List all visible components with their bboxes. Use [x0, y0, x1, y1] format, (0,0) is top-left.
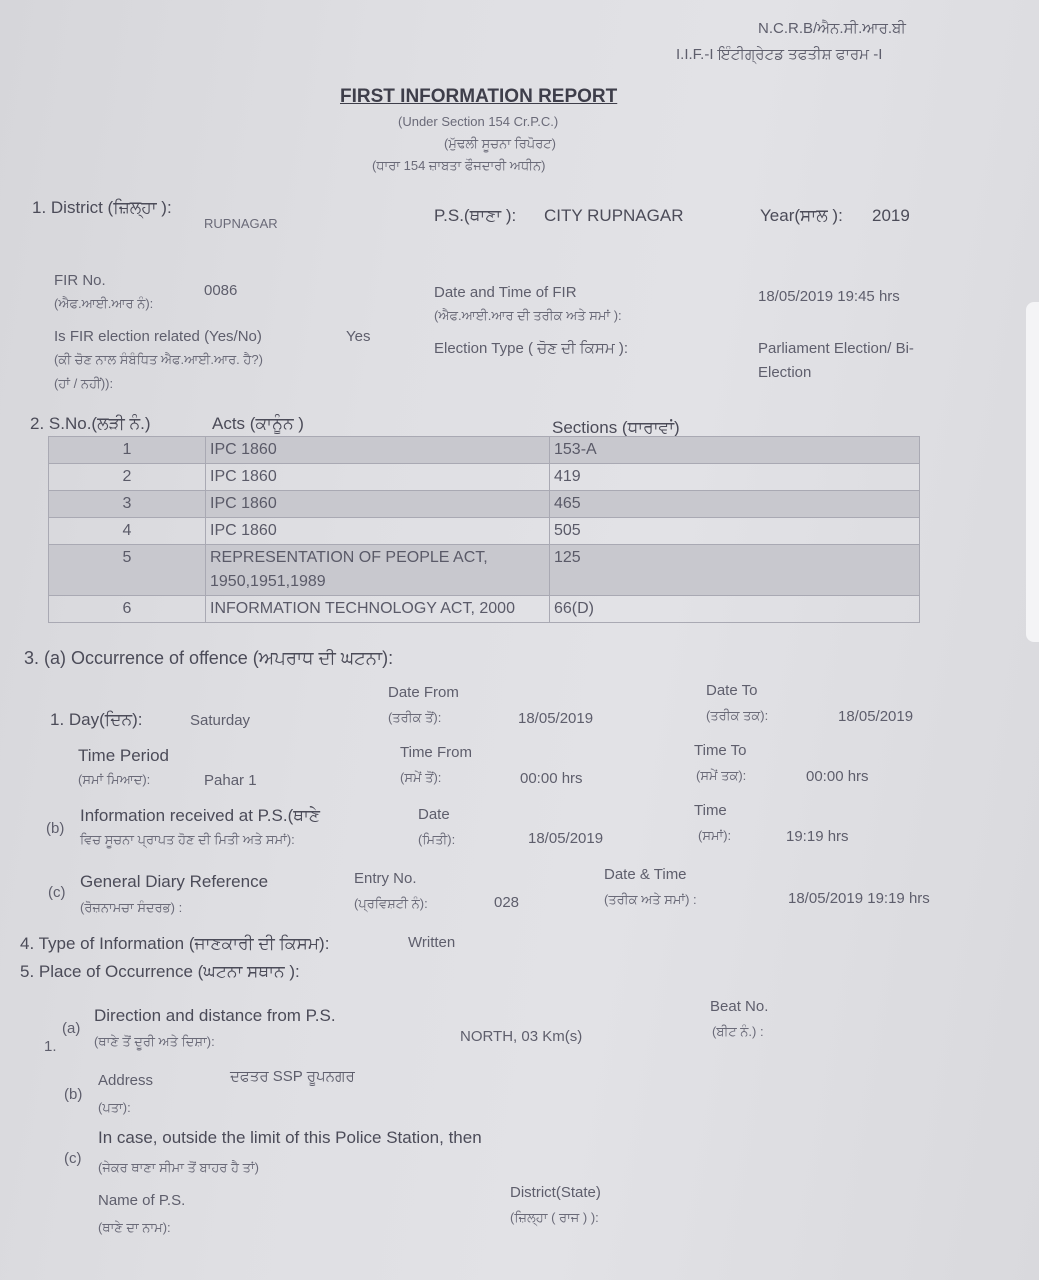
date-from-value: 18/05/2019 — [518, 710, 594, 727]
election-related-label-punjabi-2: (ਹਾਂ / ਨਹੀਂ)): — [54, 376, 114, 391]
acts-cell-act: IPC 1860 — [206, 437, 550, 464]
subtitle-punjabi: (ਮੁੱਢਲੀ ਸੂਚਨਾ ਰਿਪੋਰਟ) — [444, 136, 556, 151]
direction-label-punjabi: (ਥਾਣੇ ਤੋਂ ਦੂਰੀ ਅਤੇ ਦਿਸ਼ਾ): — [94, 1034, 215, 1049]
time-period-label-punjabi: (ਸਮਾਂ ਮਿਆਦ): — [78, 772, 151, 787]
time-from-label: Time From — [400, 744, 472, 761]
acts-cell-section: 66(D) — [550, 596, 920, 623]
table-row — [49, 518, 920, 545]
info-date-label: Date — [418, 806, 450, 823]
acts-cell-section: 125 — [550, 545, 920, 596]
table-row — [49, 596, 920, 623]
district-state-label: District(State) — [510, 1184, 601, 1201]
acts-cell-sno: 5 — [49, 545, 206, 596]
address-label-punjabi: (ਪਤਾ): — [98, 1100, 131, 1115]
type-of-information-value: Written — [408, 934, 456, 951]
ps-value: CITY RUPNAGAR — [544, 206, 684, 225]
acts-cell-act: IPC 1860 — [206, 518, 550, 545]
election-type-label: Election Type ( ਚੋਣ ਦੀ ਕਿਸਮ ): — [434, 340, 629, 357]
info-received-marker: (b) — [46, 820, 65, 837]
info-date-value: 18/05/2019 — [528, 830, 604, 847]
place-item-number: 1. — [44, 1038, 57, 1055]
iif-label: I.I.F.-I ਇੰਟੀਗ੍ਰੇਟਡ ਤਫਤੀਸ਼ ਫਾਰਮ -I — [676, 46, 883, 63]
acts-cell-act: INFORMATION TECHNOLOGY ACT, 2000 — [206, 596, 550, 623]
beat-no-label-punjabi: (ਬੀਟ ਨੰ.) : — [712, 1024, 764, 1039]
gd-datetime-value: 18/05/2019 19:19 hrs — [788, 890, 930, 907]
table-row — [49, 491, 920, 518]
acts-header-acts: Acts (ਕਾਨੂੰਨ ) — [212, 414, 304, 433]
date-to-label: Date To — [706, 682, 758, 699]
occurrence-heading: 3. (a) Occurrence of offence (ਅਪਰਾਧ ਦੀ ਘਟਨਾ): — [24, 648, 394, 668]
info-date-label-punjabi: (ਮਿਤੀ): — [418, 832, 456, 847]
direction-marker: (a) — [62, 1020, 81, 1037]
entry-no-label: Entry No. — [354, 870, 417, 887]
beat-no-label: Beat No. — [710, 998, 769, 1015]
acts-header-sno: 2. S.No.(ਲੜੀ ਨੰ.) — [30, 414, 151, 433]
ps-name-label-punjabi: (ਥਾਣੇ ਦਾ ਨਾਮ): — [98, 1220, 171, 1235]
acts-header-sections: Sections (ਧਾਰਾਵਾਂ) — [552, 418, 680, 437]
time-to-label: Time To — [694, 742, 747, 759]
info-time-label: Time — [694, 802, 727, 819]
date-to-label-punjabi: (ਤਰੀਕ ਤਕ): — [706, 708, 769, 723]
election-type-value: Parliament Election/ Bi- — [758, 340, 914, 357]
election-related-label: Is FIR election related (Yes/No) — [54, 328, 262, 345]
table-row — [49, 464, 920, 491]
subtitle-section: (Under Section 154 Cr.P.C.) — [398, 114, 559, 129]
time-period-label: Time Period — [78, 746, 170, 765]
district-label: 1. District (ਜ਼ਿਲ੍ਹਾ ): — [32, 198, 172, 217]
subtitle-punjabi-section: (ਧਾਰਾ 154 ਜ਼ਾਬਤਾ ਫੌਜਦਾਰੀ ਅਧੀਨ) — [372, 158, 546, 173]
table-row — [49, 437, 920, 464]
acts-cell-act: REPRESENTATION OF PEOPLE ACT, 1950,1951,1989 — [206, 545, 550, 596]
outside-label-punjabi: (ਜੇਕਰ ਥਾਣਾ ਸੀਮਾ ਤੋਂ ਬਾਹਰ ਹੈ ਤਾਂ) — [98, 1160, 259, 1175]
acts-cell-section: 505 — [550, 518, 920, 545]
ps-label: P.S.(ਥਾਣਾ ): — [434, 206, 517, 225]
side-panel-handle[interactable] — [1026, 302, 1039, 642]
direction-value: NORTH, 03 Km(s) — [460, 1028, 583, 1045]
date-from-label: Date From — [388, 684, 459, 701]
time-from-label-punjabi: (ਸਮੇਂ ਤੋਂ): — [400, 770, 442, 785]
fir-no-label: FIR No. — [54, 272, 106, 289]
election-type-value-2: Election — [758, 364, 812, 381]
acts-cell-act: IPC 1860 — [206, 464, 550, 491]
acts-cell-sno: 1 — [49, 437, 206, 464]
election-related-value: Yes — [346, 328, 371, 345]
table-row — [49, 545, 920, 596]
district-state-label-punjabi: (ਜ਼ਿਲ੍ਹਾ ( ਰਾਜ ) ): — [510, 1210, 599, 1225]
day-label: 1. Day(ਦਿਨ): — [50, 710, 143, 729]
info-time-label-punjabi: (ਸਮਾਂ): — [698, 828, 732, 843]
acts-cell-section: 465 — [550, 491, 920, 518]
direction-label: Direction and distance from P.S. — [94, 1006, 336, 1025]
day-value: Saturday — [190, 712, 251, 729]
address-value: ਦਫਤਰ SSP ਰੂਪਨਗਰ — [230, 1068, 355, 1085]
gd-label: General Diary Reference — [80, 872, 269, 891]
time-to-label-punjabi: (ਸਮੇਂ ਤਕ): — [696, 768, 747, 783]
acts-table — [48, 436, 920, 623]
year-value: 2019 — [872, 206, 910, 225]
acts-cell-section: 419 — [550, 464, 920, 491]
gd-label-punjabi: (ਰੋਜ਼ਨਾਮਚਾ ਸੰਦਰਭ) : — [80, 900, 183, 915]
fir-no-value: 0086 — [204, 282, 238, 299]
acts-cell-section: 153-A — [550, 437, 920, 464]
district-value: RUPNAGAR — [204, 216, 278, 231]
ps-name-label: Name of P.S. — [98, 1192, 186, 1209]
place-heading: 5. Place of Occurrence (ਘਟਨਾ ਸਥਾਨ ): — [20, 962, 300, 981]
date-to-value: 18/05/2019 — [838, 708, 914, 725]
gd-marker: (c) — [48, 884, 66, 901]
address-marker: (b) — [64, 1086, 83, 1103]
info-time-value: 19:19 hrs — [786, 828, 849, 845]
page-title: FIRST INFORMATION REPORT — [340, 86, 618, 107]
acts-cell-sno: 3 — [49, 491, 206, 518]
date-from-label-punjabi: (ਤਰੀਕ ਤੋਂ): — [388, 710, 442, 725]
time-period-value: Pahar 1 — [204, 772, 257, 789]
acts-cell-sno: 6 — [49, 596, 206, 623]
acts-cell-sno: 2 — [49, 464, 206, 491]
fir-datetime-label-punjabi: (ਐਫ.ਆਈ.ਆਰ ਦੀ ਤਰੀਕ ਅਤੇ ਸਮਾਂ ): — [434, 308, 622, 323]
address-label: Address — [98, 1072, 154, 1089]
time-to-value: 00:00 hrs — [806, 768, 869, 785]
outside-marker: (c) — [64, 1150, 82, 1167]
outside-label: In case, outside the limit of this Police Station, then — [98, 1128, 482, 1147]
gd-datetime-label-punjabi: (ਤਰੀਕ ਅਤੇ ਸਮਾਂ) : — [604, 892, 697, 907]
election-related-label-punjabi: (ਕੀ ਚੋਣ ਨਾਲ ਸੰਬੰਧਿਤ ਐਫ.ਆਈ.ਆਰ. ਹੈ?) — [54, 352, 263, 367]
year-label: Year(ਸਾਲ ): — [760, 206, 843, 225]
entry-no-value: 028 — [494, 894, 520, 911]
fir-datetime-label: Date and Time of FIR — [434, 284, 577, 301]
fir-no-label-punjabi: (ਐਫ.ਆਈ.ਆਰ ਨੰ): — [54, 296, 154, 311]
ncrb-label: N.C.R.B/ਐਨ.ਸੀ.ਆਰ.ਬੀ — [758, 20, 906, 37]
acts-cell-sno: 4 — [49, 518, 206, 545]
info-received-label: Information received at P.S.(ਥਾਣੇ — [80, 806, 320, 825]
type-of-information-label: 4. Type of Information (ਜਾਣਕਾਰੀ ਦੀ ਕਿਸਮ): — [20, 934, 330, 953]
acts-cell-act: IPC 1860 — [206, 491, 550, 518]
fir-datetime-value: 18/05/2019 19:45 hrs — [758, 288, 900, 305]
gd-datetime-label: Date & Time — [604, 866, 687, 883]
entry-no-label-punjabi: (ਪ੍ਰਵਿਸ਼ਟੀ ਨੰ): — [354, 896, 428, 911]
info-received-label-punjabi: ਵਿਚ ਸੂਚਨਾ ਪ੍ਰਾਪਤ ਹੋਣ ਦੀ ਮਿਤੀ ਅਤੇ ਸਮਾਂ): — [80, 832, 295, 847]
time-from-value: 00:00 hrs — [520, 770, 583, 787]
